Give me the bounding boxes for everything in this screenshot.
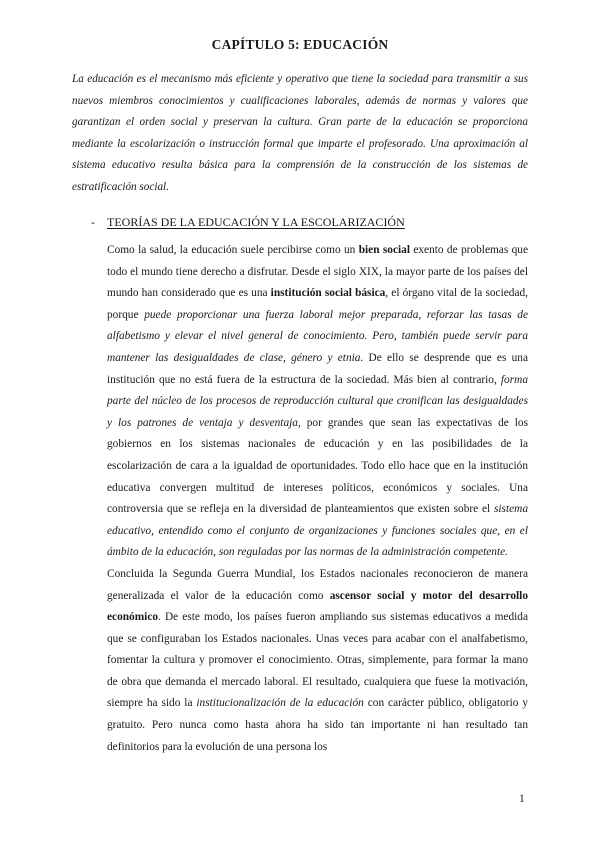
body-text (107, 240, 528, 758)
section-bullet: - (91, 215, 95, 229)
section-heading-label: TEORÍAS DE LA EDUCACIÓN Y LA ESCOLARIZACIÓN (107, 215, 405, 229)
paragraph-2 (107, 564, 528, 758)
p2-italic-1: institucionalización de la educación (196, 697, 364, 710)
p2-text-2: . De este modo, los países fueron ampliando sus sistemas educativos a medida que se configuraban los Estados nacionales. Unas veces para acabar con el analfabetismo, fomentar la cultura y promover el conocimiento. Otras, simplemente, para formar la mano de obra que demanda el mercado laboral. El resultado, cualquiera que fuese la motivación, siempre ha sido la (107, 611, 528, 710)
paragraph-1 (107, 240, 528, 564)
p1-italic-1: puede proporcionar una fuerza laboral mejor preparada, reforzar las tasas de alfabetismo y elevar el nivel general de conocimiento. Pero, también puede servir para mantener las desigualdades de clase, género y etnia. (107, 308, 528, 364)
p1-italic-3: sistema educativo, entendido como el conjunto de organizaciones y funciones sociales que, en el ámbito de la educación, son reguladas por las normas de la administración competente. (107, 503, 528, 559)
p2-bold-ascensor-social: ascensor social y motor del desarrollo económico (107, 589, 528, 624)
p1-text-2: exento de problemas que todo el mundo tiene derecho a disfrutar. Desde el siglo XIX, la mayor parte de los países del mundo han considerado que es una (107, 244, 528, 300)
page-number: 1 (519, 793, 525, 805)
p1-bold-bien-social: bien social (358, 244, 410, 256)
p1-text-3: , el órgano vital de la sociedad, porque (107, 287, 528, 321)
p2-text-1: Concluida la Segunda Guerra Mundial, los Estados nacionales reconocieron de manera generalizada el valor de la educación como (107, 567, 528, 602)
p1-text-1: Como la salud, la educación suele percibirse como un (107, 244, 359, 256)
chapter-title: CAPÍTULO 5: EDUCACIÓN (211, 37, 389, 52)
chapter-abstract: La educación es el mecanismo más eficiente y operativo que tiene la sociedad para transmitir a sus nuevos miembros conocimientos y cualificaciones laborales, además de normas y valores que garantizan el orden social y preservan la cultura. Gran parte de la educación se proporciona mediante la escolarización o instrucción formal que imparte el profesorado. Una aproximación al sistema educativo resulta básica para la comprensión de la construcción de los sistemas de estratificación social. (72, 73, 528, 193)
p2-text-3: con carácter público, obligatorio y gratuito. Pero nunca como hasta ahora ha sido tan importante ni han resultado tan definitorios para la evolución de una persona los (107, 697, 528, 753)
section-heading (91, 215, 405, 230)
p1-text-4: De ello se desprende que es una institución que no está fuera de la estructura de la sociedad. Más bien al contrario, (107, 351, 528, 386)
p1-bold-institucion-social: institución social básica (270, 287, 386, 300)
p1-italic-2: forma parte del núcleo de los procesos de reproducción cultural que cronifican las desigualdades y los patrones de ventaja y desventaja, (107, 373, 528, 429)
p1-text-5: por grandes que sean las expectativas de los gobiernos en los sistemas nacionales de educación y en las posibilidades de la escolarización de cara a la igualdad de oportunidades. Todo ello hace que en la institución educativa convergen multitud de intereses políticos, económicos y sociales. Una controversia que se refleja en la diversidad de planteamientos que existen sobre el (107, 416, 528, 516)
